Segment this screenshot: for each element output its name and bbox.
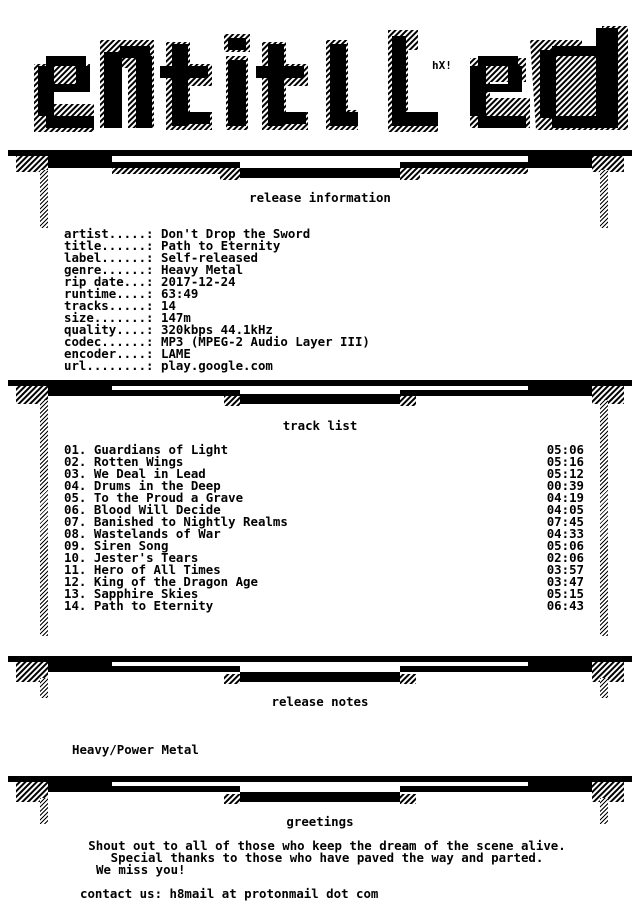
track-title: Banished to Nightly Realms: [93, 514, 288, 529]
track-time: 07:45: [546, 514, 584, 529]
track-time: 05:15: [546, 586, 584, 601]
release-info-title: release information: [249, 190, 391, 205]
track-number: 08.: [64, 526, 87, 541]
ascii-divider: [0, 772, 640, 818]
info-key: encoder....:: [64, 346, 154, 361]
track-number: 10.: [64, 550, 87, 565]
track-number: 13.: [64, 586, 87, 601]
entitled-logo: [0, 0, 640, 150]
track-time: 03:47: [546, 574, 584, 589]
ascii-divider: [0, 652, 640, 698]
track-time: 06:43: [546, 598, 584, 613]
info-value: 14: [161, 298, 176, 313]
info-key: genre......:: [64, 262, 154, 277]
ascii-divider: [0, 376, 640, 422]
track-title: Siren Song: [93, 538, 169, 553]
info-key: url........:: [64, 358, 154, 373]
info-key: rip date...:: [64, 274, 154, 289]
info-key: quality....:: [64, 322, 154, 337]
track-time: 00:39: [546, 478, 584, 493]
info-value: Self-released: [161, 250, 258, 265]
info-value: 320kbps 44.1kHz: [161, 322, 273, 337]
track-title: Wastelands of War: [93, 526, 221, 541]
track-number: 05.: [64, 490, 87, 505]
info-value: 147m: [161, 310, 191, 325]
release-notes-title: release notes: [271, 694, 369, 709]
track-list-title: track list: [282, 418, 358, 433]
info-value: Heavy Metal: [161, 262, 244, 277]
release-info-list: [64, 228, 370, 372]
track-time: 05:12: [546, 466, 584, 481]
track-number: 06.: [64, 502, 87, 517]
track-title: Blood Will Decide: [93, 502, 221, 517]
frame-left: [40, 400, 48, 636]
track-time: 05:16: [546, 454, 584, 469]
track-title: King of the Dragon Age: [93, 574, 258, 589]
frame-left: [40, 678, 48, 698]
frame-right: [600, 400, 608, 636]
track-row: [64, 600, 584, 612]
info-key: title......:: [64, 238, 154, 253]
group-tag: hX!: [432, 59, 452, 72]
track-time: 03:57: [546, 562, 584, 577]
info-value: 2017-12-24: [161, 274, 236, 289]
track-time: 04:19: [546, 490, 584, 505]
track-time: 02:06: [546, 550, 584, 565]
greetings-line-2: Special thanks to those who have paved the way and parted.: [110, 850, 544, 865]
greetings-line-1: Shout out to all of those who keep the dream of the scene alive.: [88, 838, 566, 853]
info-key: runtime....:: [64, 286, 154, 301]
track-time: 05:06: [546, 538, 584, 553]
track-title: Drums in the Deep: [93, 478, 221, 493]
track-number: 09.: [64, 538, 87, 553]
info-value: MP3 (MPEG-2 Audio Layer III): [161, 334, 370, 349]
info-key: label......:: [64, 250, 154, 265]
info-key: tracks.....:: [64, 298, 154, 313]
track-title: Path to Eternity: [93, 598, 214, 613]
track-title: Guardians of Light: [93, 442, 229, 457]
info-key: artist.....:: [64, 226, 154, 241]
track-number: 07.: [64, 514, 87, 529]
contact-line: contact us: h8mail at protonmail dot com: [80, 886, 379, 901]
track-label: [64, 600, 213, 612]
info-key: codec......:: [64, 334, 154, 349]
info-key: size.......:: [64, 310, 154, 325]
greetings-line-3: We miss you!: [96, 862, 186, 877]
info-value: LAME: [161, 346, 191, 361]
track-number: 03.: [64, 466, 87, 481]
info-value: Don't Drop the Sword: [161, 226, 311, 241]
track-number: 01.: [64, 442, 87, 457]
track-number: 11.: [64, 562, 87, 577]
track-title: Rotten Wings: [93, 454, 184, 469]
track-time: 05:06: [546, 442, 584, 457]
track-time: 04:33: [546, 526, 584, 541]
ascii-divider: [0, 148, 640, 194]
info-value: play.google.com: [161, 358, 273, 373]
track-time: 04:05: [546, 502, 584, 517]
track-number: 04.: [64, 478, 87, 493]
track-list: [64, 444, 584, 612]
greetings-title: greetings: [286, 814, 354, 829]
release-notes-text: Heavy/Power Metal: [72, 742, 199, 757]
track-number: 14.: [64, 598, 87, 613]
info-row: [64, 360, 370, 372]
track-title: Hero of All Times: [93, 562, 221, 577]
track-title: Jester's Tears: [93, 550, 199, 565]
track-title: Sapphire Skies: [93, 586, 199, 601]
track-title: To the Proud a Grave: [93, 490, 244, 505]
frame-right: [600, 678, 608, 698]
track-number: 12.: [64, 574, 87, 589]
logo-art: [0, 0, 640, 150]
track-title: We Deal in Lead: [93, 466, 206, 481]
info-value: Path to Eternity: [161, 238, 281, 253]
track-number: 02.: [64, 454, 87, 469]
info-value: 63:49: [161, 286, 199, 301]
